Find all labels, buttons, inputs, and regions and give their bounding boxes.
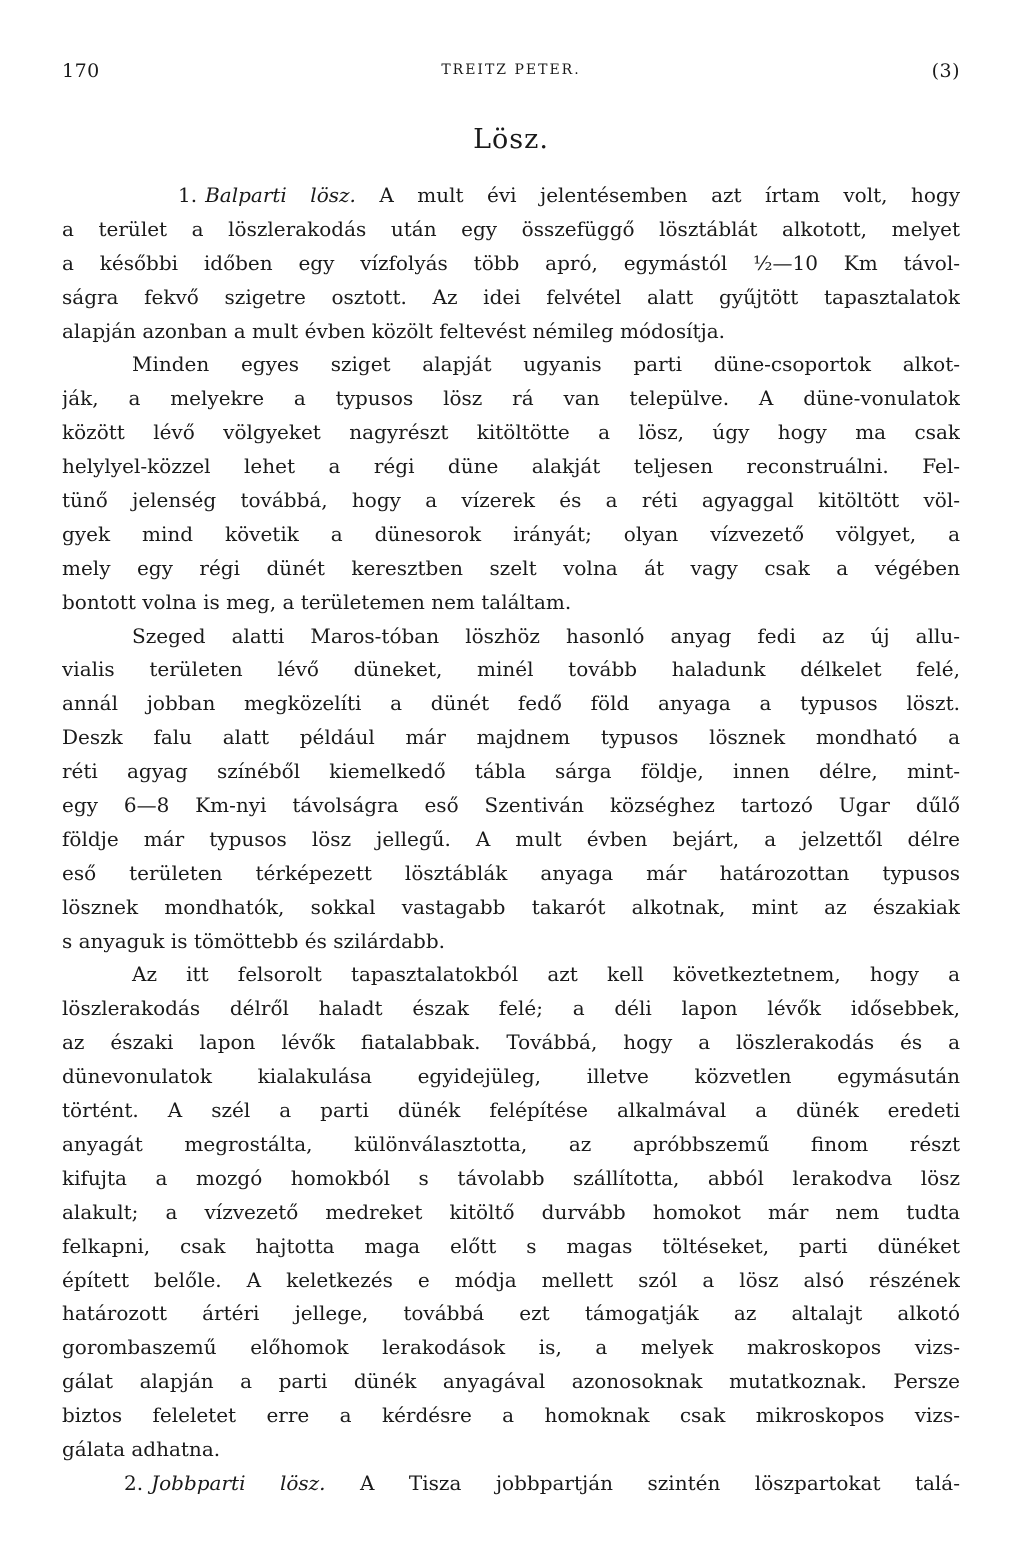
- text-line: tünő jelenség továbbá, hogy a vízerek és a réti agyaggal kitöltött völ-: [62, 488, 960, 513]
- text-line: az északi lapon lévők fiatalabbak. Továbbá, hogy a löszlerakodás és a: [62, 1030, 960, 1055]
- text-line: alakult; a vízvezető medreket kitöltő durvább homokot már nem tudta: [62, 1199, 960, 1224]
- text-line: annál jobban megközelíti a dünét fedő föld anyaga a typusos löszt.: [62, 691, 960, 716]
- text-line: a későbbi időben egy vízfolyás több apró, egymástól ½—10 Km távol-: [62, 250, 960, 275]
- text-line: történt. A szél a parti dünék felépítése alkalmával a dünék eredeti: [62, 1098, 960, 1123]
- text-line: lösznek mondhatók, sokkal vastagabb takarót alkotnak, mint az északiak: [62, 894, 960, 919]
- running-title: TREITZ PETER.: [441, 62, 581, 78]
- text-line: mely egy régi dünét keresztben szelt volna át vagy csak a végében: [62, 555, 960, 580]
- section-title: Lösz.: [473, 124, 549, 155]
- text-line: anyagát megrostálta, különválasztotta, az apróbbszemű finom részt: [62, 1131, 960, 1156]
- text-line: [62, 179, 960, 213]
- text-line: löszlerakodás délről haladt észak felé; a déli lapon lévők idősebbek,: [62, 996, 960, 1021]
- text-line: a terület a löszlerakodás után egy összefüggő lösztáblát alkotott, melyet: [62, 216, 960, 241]
- text-line: ják, a melyekre a typusos lösz rá van települve. A düne-vonulatok: [62, 386, 960, 411]
- text-segment: A mult évi jelentésemben azt írtam volt, hogy: [379, 183, 960, 207]
- text-line: egy 6—8 Km-nyi távolságra eső Szentiván községhez tartozó Ugar dűlő: [62, 793, 960, 818]
- text-line: alapján azonban a mult évben közölt feltevést némileg módosítja.: [62, 318, 726, 343]
- subsection-title: Jobbparti lösz.: [151, 1470, 326, 1495]
- text-segment: A Tisza jobbpartján szintén löszpartokat talá-: [360, 1470, 960, 1495]
- text-line: Szeged alatti Maros-tóban löszhöz hasonló anyag fedi az új allu-: [132, 623, 960, 648]
- text-line: határozott ártéri jellege, továbbá ezt támogatják az altalajt alkotó: [62, 1301, 960, 1326]
- part-marker: (3): [931, 60, 960, 82]
- text-line: ságra fekvő szigetre osztott. Az idei felvétel alatt gyűjtött tapasztalatok: [62, 284, 960, 309]
- text-line: s anyaguk is tömöttebb és szilárdabb.: [62, 928, 446, 953]
- text-line: között lévő völgyeket nagyrészt kitöltötte a lösz, úgy hogy ma csak: [62, 420, 960, 445]
- text-line: kifujta a mozgó homokból s távolabb szállította, abból lerakodva lösz: [62, 1165, 960, 1190]
- text-line: gálata adhatna.: [62, 1436, 221, 1461]
- text-line: Deszk falu alatt például már majdnem typusos lösznek mondható a: [62, 725, 960, 750]
- text-line: réti agyag színéből kiemelkedő tábla sárga földje, innen délre, mint-: [62, 759, 960, 784]
- text-line: épített belőle. A keletkezés e módja mellett szól a lösz alsó részének: [62, 1267, 960, 1292]
- page-number: 170: [62, 60, 100, 82]
- text-line: gorombaszemű előhomok lerakodások is, a melyek makroskopos vizs-: [62, 1335, 960, 1360]
- text-line: földje már typusos lösz jellegű. A mult évben bejárt, a jelzettől délre: [62, 826, 960, 851]
- running-header: [62, 60, 960, 88]
- text-line: gálat alapján a parti dünék anyagával azonosoknak mutatkoznak. Persze: [62, 1369, 960, 1394]
- subsection-title: Balparti lösz.: [205, 183, 356, 207]
- text-line: felkapni, csak hajtotta maga előtt s magas töltéseket, parti dünéket: [62, 1233, 960, 1258]
- body-text: [62, 179, 960, 1501]
- text-line: bontott volna is meg, a területemen nem találtam.: [62, 589, 572, 614]
- text-line: dünevonulatok kialakulása egyidejüleg, illetve közvetlen egymásután: [62, 1064, 960, 1089]
- text-line: eső területen térképezett lösztáblák anyaga már határozottan typusos: [62, 860, 960, 885]
- text-line: Az itt felsorolt tapasztalatokból azt kell következtetnem, hogy a: [132, 962, 960, 987]
- text-line: gyek mind követik a dünesorok irányát; olyan vízvezető völgyet, a: [62, 521, 960, 546]
- document-page: [62, 0, 960, 1545]
- section-number: 1.: [178, 183, 198, 207]
- text-line: helylyel-közzel lehet a régi düne alakját teljesen reconstruálni. Fel-: [62, 454, 960, 479]
- text-line: Minden egyes sziget alapját ugyanis parti düne-csoportok alkot-: [132, 352, 960, 377]
- text-line: [62, 1467, 960, 1501]
- text-line: vialis területen lévő düneket, minél tovább haladunk délkelet felé,: [62, 657, 960, 682]
- text-line: biztos feleletet erre a kérdésre a homoknak csak mikroskopos vizs-: [62, 1403, 960, 1428]
- section-number: 2.: [124, 1470, 144, 1495]
